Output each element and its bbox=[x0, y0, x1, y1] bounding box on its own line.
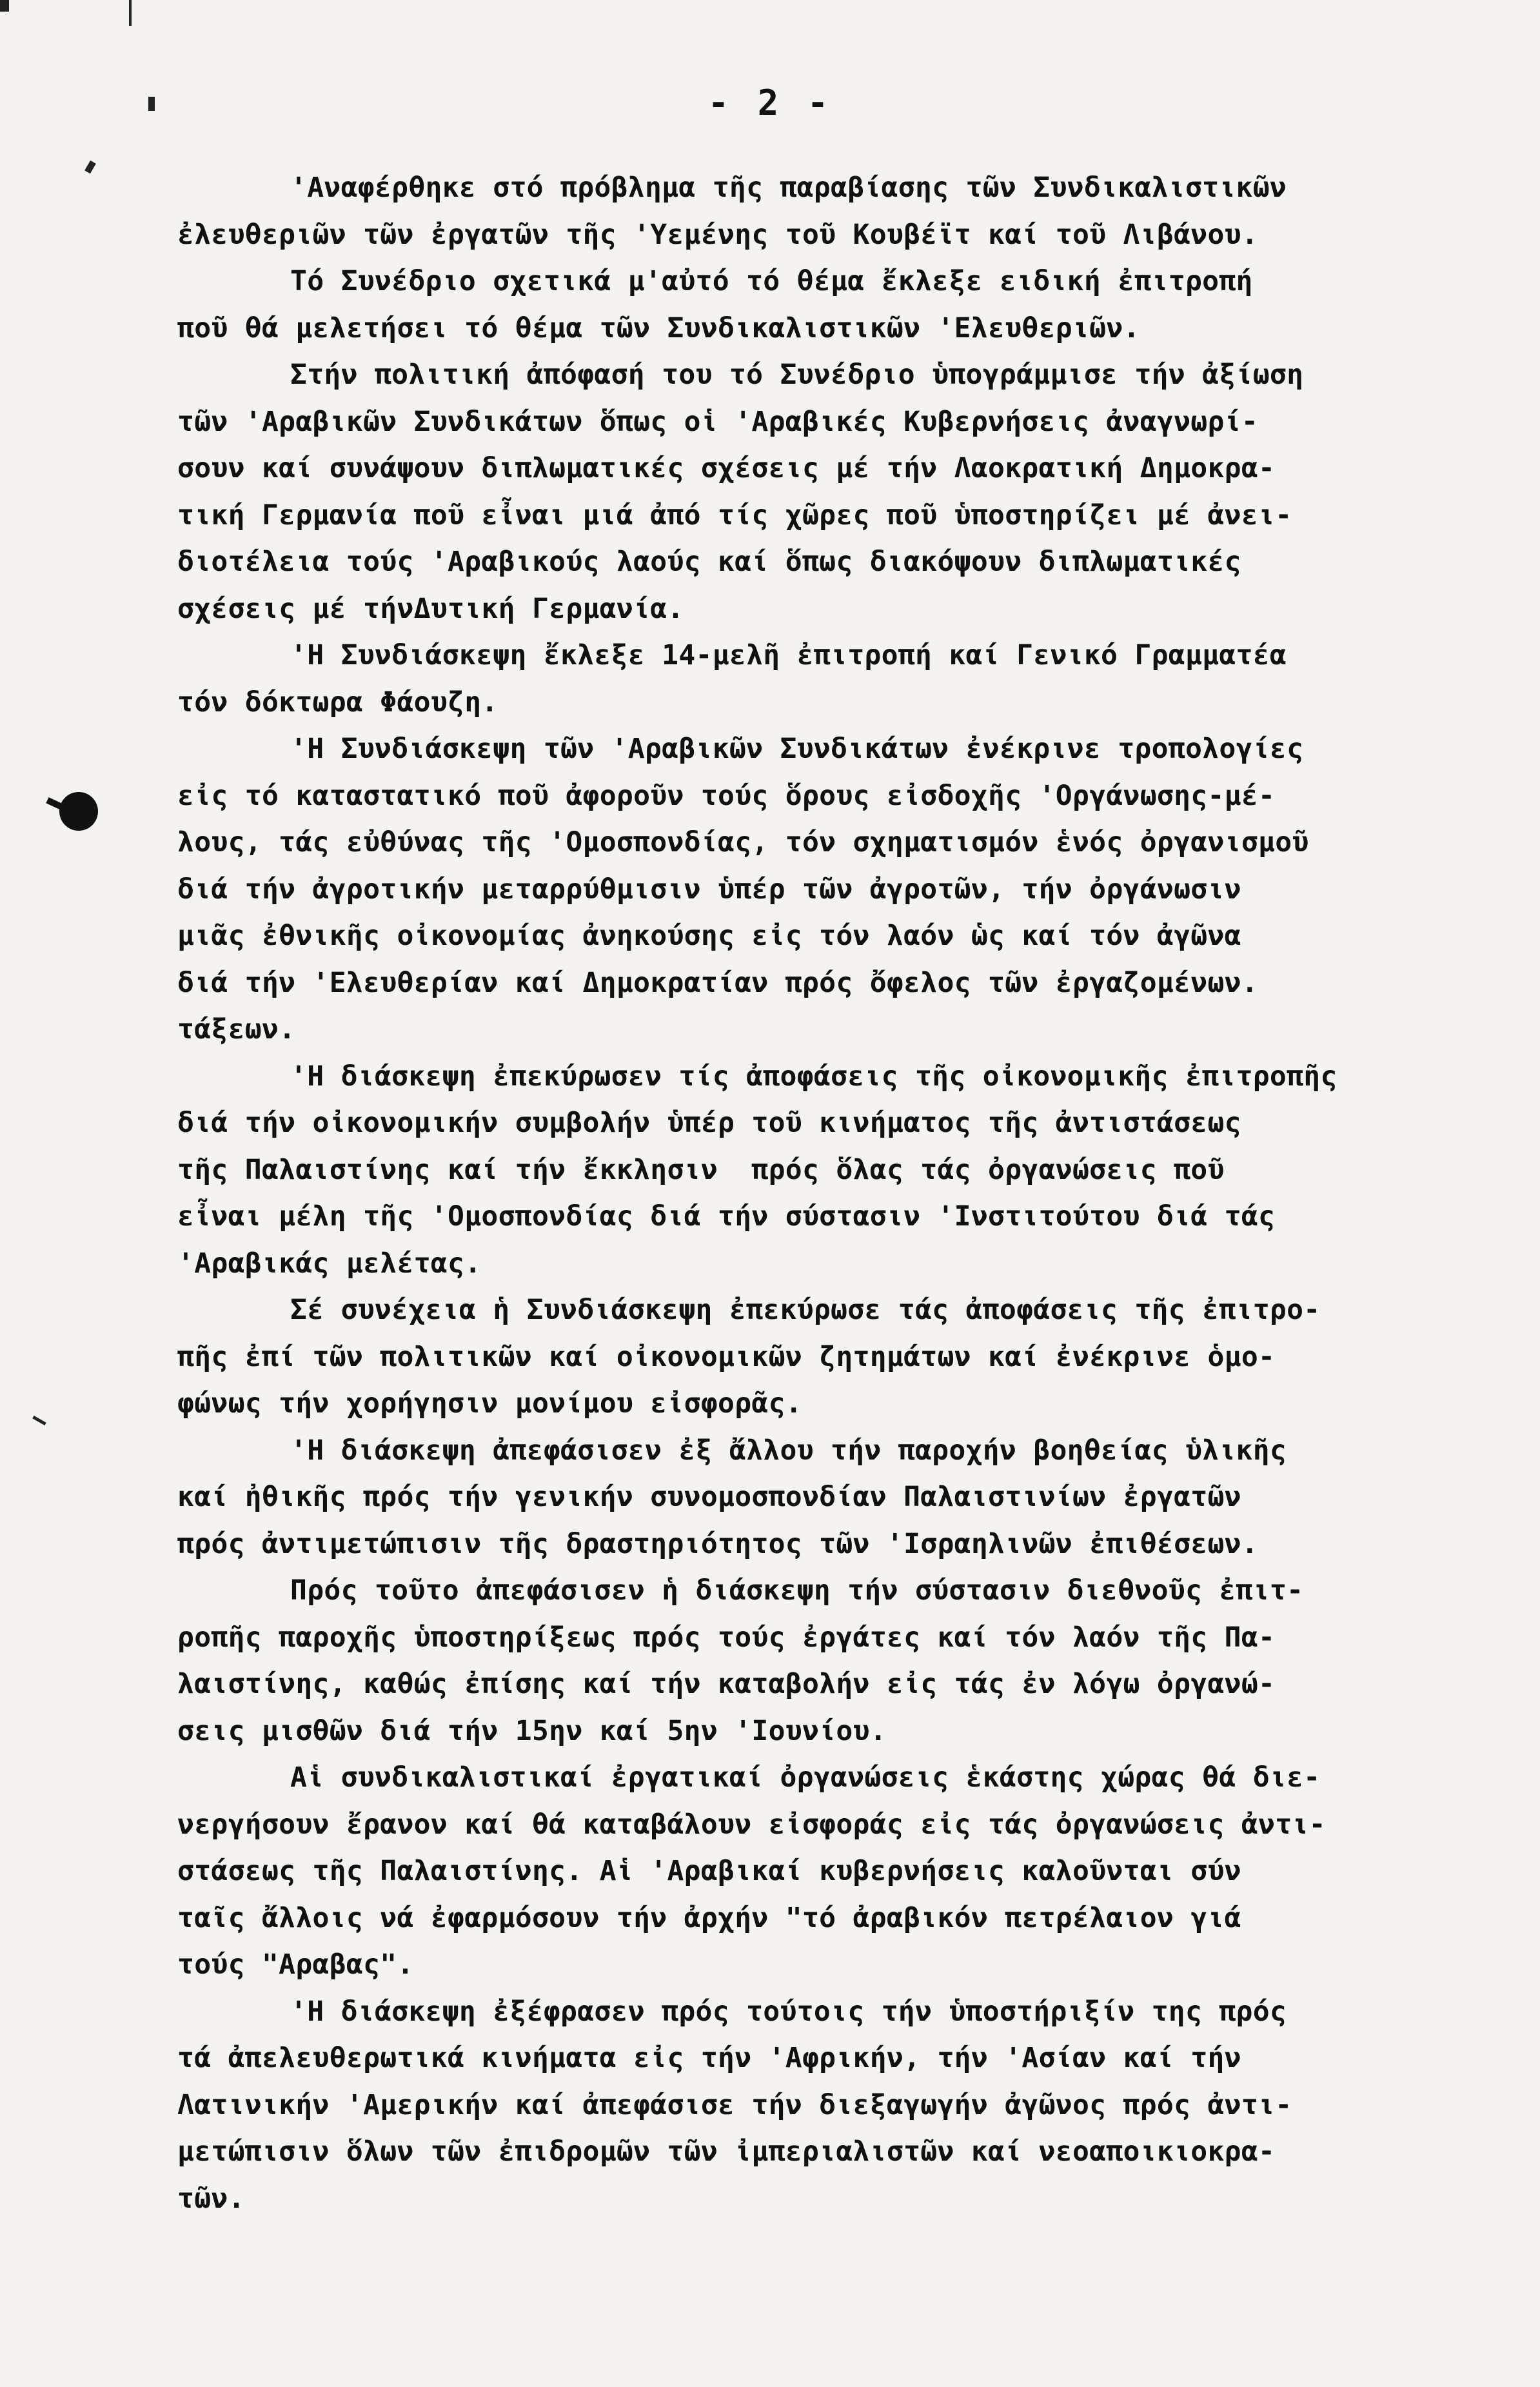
text-line: τά ἀπελευθερωτικά κινήματα εἰς τήν 'Αφρικήν, τήν 'Ασίαν καί τήν bbox=[177, 2042, 1241, 2074]
text-line: τῆς Παλαιστίνης καί τήν ἔκκλησιν πρός ὅλας τάς ὀργανώσεις ποῦ bbox=[177, 1153, 1225, 1186]
text-line: διοτέλεια τούς 'Αραβικούς λαούς καί ὅπως διακόψουν διπλωματικές bbox=[177, 546, 1241, 578]
text-line: διά τήν οἰκονομικήν συμβολήν ὑπέρ τοῦ κινήματος τῆς ἀντιστάσεως bbox=[177, 1107, 1241, 1139]
text-line: λους, τάς εὐθύνας τῆς 'Ομοσπονδίας, τόν σχηματισμόν ἑνός ὀργανισμοῦ bbox=[177, 826, 1309, 858]
text-line: ροπῆς παροχῆς ὑποστηρίξεως πρός τούς ἐργάτες καί τόν λαόν τῆς Πα- bbox=[177, 1621, 1276, 1654]
text-line: εἶναι μέλη τῆς 'Ομοσπονδίας διά τήν σύστασιν 'Ινστιτούτου διά τάς bbox=[177, 1200, 1276, 1233]
text-line: σχέσεις μέ τήνΔυτική Γερμανία. bbox=[177, 592, 684, 625]
text-line: εἰς τό καταστατικό ποῦ ἀφοροῦν τούς ὅρους εἰσδοχῆς 'Οργάνωσης-μέ- bbox=[177, 779, 1276, 812]
text-line: Αἱ συνδικαλιστικαί ἐργατικαί ὀργανώσεις ἑκάστης χώρας θά διε- bbox=[290, 1761, 1321, 1794]
text-line: τούς "Αραβας". bbox=[177, 1948, 414, 1981]
text-line: μετώπισιν ὅλων τῶν ἐπιδρομῶν τῶν ἰμπεριαλιστῶν καί νεοαποικιοκρα- bbox=[177, 2135, 1276, 2168]
scan-edge-mark bbox=[32, 1416, 46, 1425]
scan-edge-mark bbox=[0, 0, 9, 12]
text-line: τική Γερμανία ποῦ εἶναι μιά ἀπό τίς χῶρες ποῦ ὑποστηρίζει μέ ἀνει- bbox=[177, 499, 1292, 531]
text-line: διά τήν 'Ελευθερίαν καί Δημοκρατίαν πρός ὄφελος τῶν ἐργαζομένων. bbox=[177, 966, 1259, 999]
text-line: Πρός τοῦτο ἀπεφάσισεν ἡ διάσκεψη τήν σύστασιν διεθνοῦς ἐπιτ- bbox=[290, 1574, 1304, 1607]
scan-edge-mark bbox=[129, 0, 132, 26]
text-line: 'Η Συνδιάσκεψη τῶν 'Αραβικῶν Συνδικάτων ἐνέκρινε τροπολογίες bbox=[290, 733, 1304, 765]
text-line: ἐλευθεριῶν τῶν ἐργατῶν τῆς 'Υεμένης τοῦ Κουβέϊτ καί τοῦ Λιβάνου. bbox=[177, 218, 1259, 251]
punch-hole bbox=[59, 792, 98, 831]
text-line: στάσεως τῆς Παλαιστίνης. Αἱ 'Αραβικαί κυβερνήσεις καλοῦνται σύν bbox=[177, 1855, 1241, 1887]
text-line: τάξεων. bbox=[177, 1013, 296, 1045]
text-line: Τό Συνέδριο σχετικά μ'αὐτό τό θέμα ἔκλεξε ειδική ἐπιτροπή bbox=[290, 265, 1253, 297]
scan-edge-mark bbox=[84, 161, 96, 174]
text-line: μιᾶς ἐθνικῆς οἰκονομίας ἀνηκούσης εἰς τόν λαόν ὡς καί τόν ἀγῶνα bbox=[177, 920, 1241, 952]
text-line: τόν δόκτωρα Φάουζη. bbox=[177, 686, 499, 718]
text-line: πρός ἀντιμετώπισιν τῆς δραστηριότητος τῶν 'Ισραηλινῶν ἐπιθέσεων. bbox=[177, 1527, 1259, 1560]
text-line: 'Η διάσκεψη ἐξέφρασεν πρός τούτοις τήν ὑποστήριξίν της πρός bbox=[290, 1995, 1287, 2028]
document-body bbox=[177, 164, 1486, 2222]
text-line: 'Η Συνδιάσκεψη ἔκλεξε 14-μελῆ ἐπιτροπή καί Γενικό Γραμματέα bbox=[290, 639, 1287, 671]
text-line: διά τήν ἀγροτικήν μεταρρύθμισιν ὑπέρ τῶν ἀγροτῶν, τήν ὀργάνωσιν bbox=[177, 873, 1241, 906]
text-line: σεις μισθῶν διά τήν 15ην καί 5ην 'Ιουνίου. bbox=[177, 1714, 887, 1747]
text-line: σουν καί συνάψουν διπλωματικές σχέσεις μέ τήν Λαοκρατική Δημοκρα- bbox=[177, 452, 1276, 484]
text-line: 'Η διάσκεψη ἀπεφάσισεν ἐξ ἄλλου τήν παροχήν βοηθείας ὑλικῆς bbox=[290, 1434, 1287, 1467]
text-line: ταῖς ἄλλοις νά ἐφαρμόσουν τήν ἀρχήν "τό ἀραβικόν πετρέλαιον γιά bbox=[177, 1901, 1241, 1934]
text-line: Λατινικήν 'Αμερικήν καί ἀπεφάσισε τήν διεξαγωγήν ἀγῶνος πρός ἀντι- bbox=[177, 2088, 1292, 2121]
text-line: λαιστίνης, καθώς ἐπίσης καί τήν καταβολήν εἰς τάς ἐν λόγω ὀργανώ- bbox=[177, 1668, 1276, 1700]
text-line: 'Αραβικάς μελέτας. bbox=[177, 1247, 482, 1280]
text-line: Σέ συνέχεια ἡ Συνδιάσκεψη ἐπεκύρωσε τάς ἀποφάσεις τῆς ἐπιτρο- bbox=[290, 1294, 1321, 1326]
text-line: καί ἠθικῆς πρός τήν γενικήν συνομοσπονδίαν Παλαιστινίων ἐργατῶν bbox=[177, 1481, 1241, 1513]
text-line: νεργήσουν ἔρανον καί θά καταβάλουν εἰσφοράς εἰς τάς ὀργανώσεις ἀντι- bbox=[177, 1808, 1326, 1841]
text-line: ποῦ θά μελετήσει τό θέμα τῶν Συνδικαλιστικῶν 'Ελευθεριῶν. bbox=[177, 312, 1140, 344]
text-line: τῶν. bbox=[177, 2182, 245, 2215]
page-number: - 2 - bbox=[707, 83, 833, 123]
text-line: Στήν πολιτική ἀπόφασή του τό Συνέδριο ὑπογράμμισε τήν ἀξίωση bbox=[290, 359, 1304, 391]
text-line: τῶν 'Αραβικῶν Συνδικάτων ὅπως οἱ 'Αραβικές Κυβερνήσεις ἀναγνωρί- bbox=[177, 405, 1259, 438]
text-line: φώνως τήν χορήγησιν μονίμου εἰσφορᾶς. bbox=[177, 1387, 802, 1420]
text-line: πῆς ἐπί τῶν πολιτικῶν καί οἰκονομικῶν ζητημάτων καί ἐνέκρινε ὁμο- bbox=[177, 1340, 1276, 1373]
text-line: 'Η διάσκεψη ἐπεκύρωσεν τίς ἀποφάσεις τῆς οἰκονομικῆς ἐπιτροπῆς bbox=[290, 1060, 1338, 1093]
text-line: 'Αναφέρθηκε στό πρόβλημα τῆς παραβίασης τῶν Συνδικαλιστικῶν bbox=[290, 172, 1287, 204]
